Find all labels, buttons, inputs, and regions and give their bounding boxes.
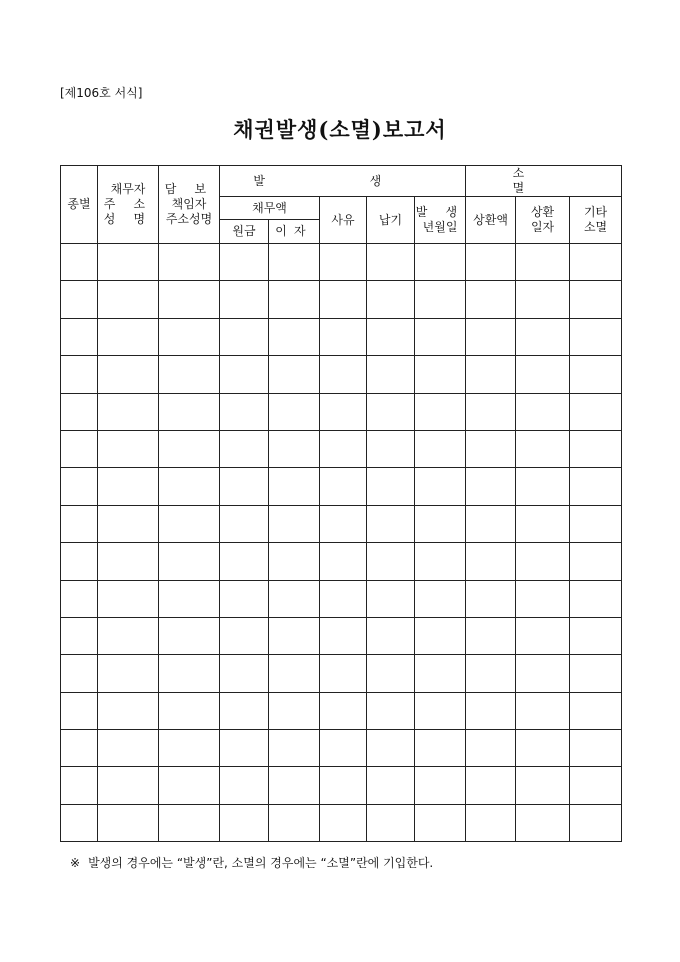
table-cell[interactable] — [320, 281, 367, 318]
table-row — [61, 430, 622, 467]
table-cell[interactable] — [220, 468, 269, 505]
table-cell[interactable] — [98, 655, 159, 692]
table-cell[interactable] — [269, 580, 320, 617]
table-cell[interactable] — [466, 281, 516, 318]
table-cell[interactable] — [466, 804, 516, 841]
table-cell[interactable] — [220, 767, 269, 804]
footnote — [70, 854, 433, 871]
table-cell[interactable] — [269, 356, 320, 393]
table-cell[interactable] — [220, 692, 269, 729]
table-cell[interactable] — [516, 543, 570, 580]
table-cell[interactable] — [516, 468, 570, 505]
table-body — [61, 244, 622, 842]
table-cell[interactable] — [415, 281, 466, 318]
table-cell[interactable] — [466, 543, 516, 580]
table-cell[interactable] — [466, 655, 516, 692]
table-cell[interactable] — [516, 617, 570, 654]
table-cell[interactable] — [415, 468, 466, 505]
table-cell[interactable] — [367, 617, 415, 654]
table-cell[interactable] — [516, 430, 570, 467]
table-cell[interactable] — [159, 430, 220, 467]
table-cell[interactable] — [466, 580, 516, 617]
table-row — [61, 318, 622, 355]
table-row — [61, 393, 622, 430]
header-reason: 사유 — [320, 197, 367, 244]
table-cell[interactable] — [61, 468, 98, 505]
header-debtor-line3: 성 명 — [103, 212, 153, 226]
header-occurrence-date-line1: 발 생 — [415, 205, 465, 219]
header-guarantor-line1: 담 보 — [164, 182, 214, 196]
header-other-line2: 소멸 — [583, 220, 608, 234]
table-cell[interactable] — [61, 505, 98, 542]
table-cell[interactable] — [570, 767, 622, 804]
table-cell[interactable] — [466, 393, 516, 430]
document-title: 채권발생(소멸)보고서 — [233, 117, 447, 142]
table-cell[interactable] — [415, 767, 466, 804]
table-row — [61, 692, 622, 729]
table-cell[interactable] — [98, 692, 159, 729]
table-cell[interactable] — [320, 655, 367, 692]
table-row — [61, 655, 622, 692]
table-cell[interactable] — [61, 655, 98, 692]
header-occurrence-date-line2: 년월일 — [422, 220, 458, 234]
header-other-line1: 기타 — [583, 205, 608, 219]
table-cell[interactable] — [61, 730, 98, 767]
table-cell[interactable] — [516, 804, 570, 841]
table-cell[interactable] — [570, 505, 622, 542]
table-cell[interactable] — [516, 505, 570, 542]
table-cell[interactable] — [159, 318, 220, 355]
table-cell[interactable] — [367, 281, 415, 318]
header-type: 종별 — [61, 166, 98, 244]
table-cell[interactable] — [570, 804, 622, 841]
table-cell[interactable] — [570, 393, 622, 430]
header-repayment-amount: 상환액 — [466, 197, 516, 244]
table-cell[interactable] — [516, 692, 570, 729]
header-principal: 원금 — [220, 220, 269, 244]
table-cell[interactable] — [159, 617, 220, 654]
table-cell[interactable] — [98, 730, 159, 767]
table-cell[interactable] — [98, 767, 159, 804]
table-cell[interactable] — [220, 318, 269, 355]
header-other-extinction — [570, 197, 622, 244]
table-cell[interactable] — [415, 730, 466, 767]
table-cell[interactable] — [320, 430, 367, 467]
table-cell[interactable] — [98, 430, 159, 467]
table-cell[interactable] — [269, 468, 320, 505]
table-cell[interactable] — [98, 468, 159, 505]
table-cell[interactable] — [220, 244, 269, 281]
table-cell[interactable] — [367, 244, 415, 281]
table-cell[interactable] — [320, 244, 367, 281]
table-cell[interactable] — [466, 430, 516, 467]
table-cell[interactable] — [570, 430, 622, 467]
table-cell[interactable] — [61, 244, 98, 281]
table-cell[interactable] — [61, 543, 98, 580]
table-cell[interactable] — [269, 730, 320, 767]
table-cell[interactable] — [367, 543, 415, 580]
table-cell[interactable] — [269, 617, 320, 654]
table-cell[interactable] — [269, 244, 320, 281]
table-cell[interactable] — [367, 393, 415, 430]
table-cell[interactable] — [320, 543, 367, 580]
table-cell[interactable] — [159, 692, 220, 729]
table-cell[interactable] — [320, 767, 367, 804]
table-cell[interactable] — [320, 730, 367, 767]
table-cell[interactable] — [415, 356, 466, 393]
table-cell[interactable] — [570, 543, 622, 580]
table-cell[interactable] — [570, 468, 622, 505]
table-cell[interactable] — [220, 505, 269, 542]
table-cell[interactable] — [98, 505, 159, 542]
table-cell[interactable] — [159, 393, 220, 430]
table-cell[interactable] — [98, 244, 159, 281]
table-cell[interactable] — [61, 580, 98, 617]
table-cell[interactable] — [415, 505, 466, 542]
header-interest: 이자 — [269, 220, 320, 244]
table-cell[interactable] — [415, 244, 466, 281]
table-cell[interactable] — [570, 281, 622, 318]
table-row — [61, 356, 622, 393]
table-row — [61, 804, 622, 841]
table-cell[interactable] — [367, 468, 415, 505]
table-cell[interactable] — [570, 655, 622, 692]
table-cell[interactable] — [516, 655, 570, 692]
table-cell[interactable] — [220, 804, 269, 841]
table-cell[interactable] — [159, 505, 220, 542]
table-cell[interactable] — [516, 730, 570, 767]
table-cell[interactable] — [516, 281, 570, 318]
table-cell[interactable] — [159, 468, 220, 505]
table-cell[interactable] — [98, 281, 159, 318]
table-cell[interactable] — [466, 730, 516, 767]
table-cell[interactable] — [367, 692, 415, 729]
table-cell[interactable] — [320, 318, 367, 355]
table-cell[interactable] — [516, 318, 570, 355]
table-cell[interactable] — [415, 617, 466, 654]
table-cell[interactable] — [61, 767, 98, 804]
table-cell[interactable] — [269, 430, 320, 467]
table-row — [61, 730, 622, 767]
footnote-text: 발생의 경우에는 “발생”란, 소멸의 경우에는 “소멸”란에 기입한다. — [88, 856, 434, 870]
table-cell[interactable] — [220, 655, 269, 692]
header-guarantor-line3: 주소성명 — [165, 212, 213, 226]
header-extinction: 소 멸 — [466, 166, 622, 197]
table-cell[interactable] — [61, 281, 98, 318]
table-cell[interactable] — [415, 804, 466, 841]
table-cell[interactable] — [159, 244, 220, 281]
table-cell[interactable] — [220, 730, 269, 767]
table-cell[interactable] — [320, 580, 367, 617]
table-cell[interactable] — [367, 730, 415, 767]
header-occurrence: 발 생 — [220, 166, 466, 197]
table-cell[interactable] — [570, 318, 622, 355]
reference-mark-icon: ※ — [70, 856, 81, 870]
table-cell[interactable] — [516, 393, 570, 430]
table-cell[interactable] — [269, 767, 320, 804]
table-cell[interactable] — [466, 356, 516, 393]
table-cell[interactable] — [570, 730, 622, 767]
header-debt-amount: 채무액 — [220, 197, 320, 220]
table-cell[interactable] — [320, 468, 367, 505]
table-cell[interactable] — [516, 580, 570, 617]
table-cell[interactable] — [61, 318, 98, 355]
table-cell[interactable] — [570, 580, 622, 617]
table-cell[interactable] — [159, 356, 220, 393]
table-cell[interactable] — [220, 356, 269, 393]
table-cell[interactable] — [269, 393, 320, 430]
table-cell[interactable] — [61, 617, 98, 654]
table-cell[interactable] — [269, 543, 320, 580]
table-cell[interactable] — [367, 505, 415, 542]
table-row — [61, 767, 622, 804]
table-cell[interactable] — [269, 804, 320, 841]
table-cell[interactable] — [98, 543, 159, 580]
table-cell[interactable] — [220, 580, 269, 617]
table-cell[interactable] — [570, 617, 622, 654]
table-cell[interactable] — [320, 804, 367, 841]
header-repayment-date — [516, 197, 570, 244]
header-debtor-line2: 주 소 — [103, 197, 153, 211]
table-cell[interactable] — [320, 505, 367, 542]
table-cell[interactable] — [570, 692, 622, 729]
table-cell[interactable] — [159, 281, 220, 318]
table-cell[interactable] — [516, 767, 570, 804]
table-cell[interactable] — [220, 430, 269, 467]
table-cell[interactable] — [159, 543, 220, 580]
table-cell[interactable] — [98, 804, 159, 841]
header-debtor-line1: 채무자 — [110, 182, 146, 196]
table-cell[interactable] — [220, 617, 269, 654]
table-cell[interactable] — [98, 617, 159, 654]
header-guarantor-line2: 책임자 — [171, 197, 207, 211]
table-cell[interactable] — [61, 804, 98, 841]
table-row — [61, 543, 622, 580]
table-cell[interactable] — [159, 804, 220, 841]
table-cell[interactable] — [466, 692, 516, 729]
table-cell[interactable] — [159, 580, 220, 617]
table-cell[interactable] — [466, 767, 516, 804]
table-cell[interactable] — [466, 318, 516, 355]
table-cell[interactable] — [320, 393, 367, 430]
table-cell[interactable] — [159, 767, 220, 804]
table-row — [61, 580, 622, 617]
table-cell[interactable] — [415, 393, 466, 430]
table-cell[interactable] — [61, 430, 98, 467]
table-cell[interactable] — [159, 730, 220, 767]
table-cell[interactable] — [269, 281, 320, 318]
table-cell[interactable] — [61, 692, 98, 729]
table-cell[interactable] — [98, 356, 159, 393]
table-cell[interactable] — [367, 580, 415, 617]
table-cell[interactable] — [466, 505, 516, 542]
table-cell[interactable] — [98, 580, 159, 617]
report-table — [60, 165, 622, 842]
table-cell[interactable] — [466, 617, 516, 654]
header-payment-due: 납기 — [367, 197, 415, 244]
table-cell[interactable] — [159, 655, 220, 692]
table-cell[interactable] — [466, 244, 516, 281]
header-repayment-date-line2: 일자 — [530, 220, 555, 234]
table-row — [61, 244, 622, 281]
table-cell[interactable] — [98, 318, 159, 355]
table-cell[interactable] — [415, 543, 466, 580]
table-cell[interactable] — [415, 430, 466, 467]
table-cell[interactable] — [220, 393, 269, 430]
table-cell[interactable] — [98, 393, 159, 430]
table-cell[interactable] — [415, 318, 466, 355]
table-cell[interactable] — [320, 356, 367, 393]
table-cell[interactable] — [367, 318, 415, 355]
table-cell[interactable] — [516, 356, 570, 393]
table-cell[interactable] — [367, 804, 415, 841]
table-cell[interactable] — [516, 244, 570, 281]
table-cell[interactable] — [415, 655, 466, 692]
form-number: [제106호 서식] — [60, 86, 143, 100]
header-occurrence-date — [415, 197, 466, 244]
table-row — [61, 505, 622, 542]
table-cell[interactable] — [415, 580, 466, 617]
table-cell[interactable] — [570, 356, 622, 393]
table-cell[interactable] — [61, 356, 98, 393]
table-cell[interactable] — [320, 617, 367, 654]
table-row — [61, 468, 622, 505]
table-cell[interactable] — [367, 767, 415, 804]
table-cell[interactable] — [367, 356, 415, 393]
header-repayment-date-line1: 상환 — [530, 205, 555, 219]
header-debtor — [98, 166, 159, 244]
table-cell[interactable] — [220, 281, 269, 318]
table-cell[interactable] — [269, 318, 320, 355]
table-cell[interactable] — [269, 505, 320, 542]
table-cell[interactable] — [415, 692, 466, 729]
table-cell[interactable] — [570, 244, 622, 281]
table-row — [61, 617, 622, 654]
table-cell[interactable] — [320, 692, 367, 729]
table-cell[interactable] — [367, 430, 415, 467]
table-cell[interactable] — [269, 692, 320, 729]
table-cell[interactable] — [220, 543, 269, 580]
table-cell[interactable] — [466, 468, 516, 505]
table-cell[interactable] — [269, 655, 320, 692]
table-cell[interactable] — [61, 393, 98, 430]
table-row — [61, 281, 622, 318]
table-cell[interactable] — [367, 655, 415, 692]
header-guarantor — [159, 166, 220, 244]
